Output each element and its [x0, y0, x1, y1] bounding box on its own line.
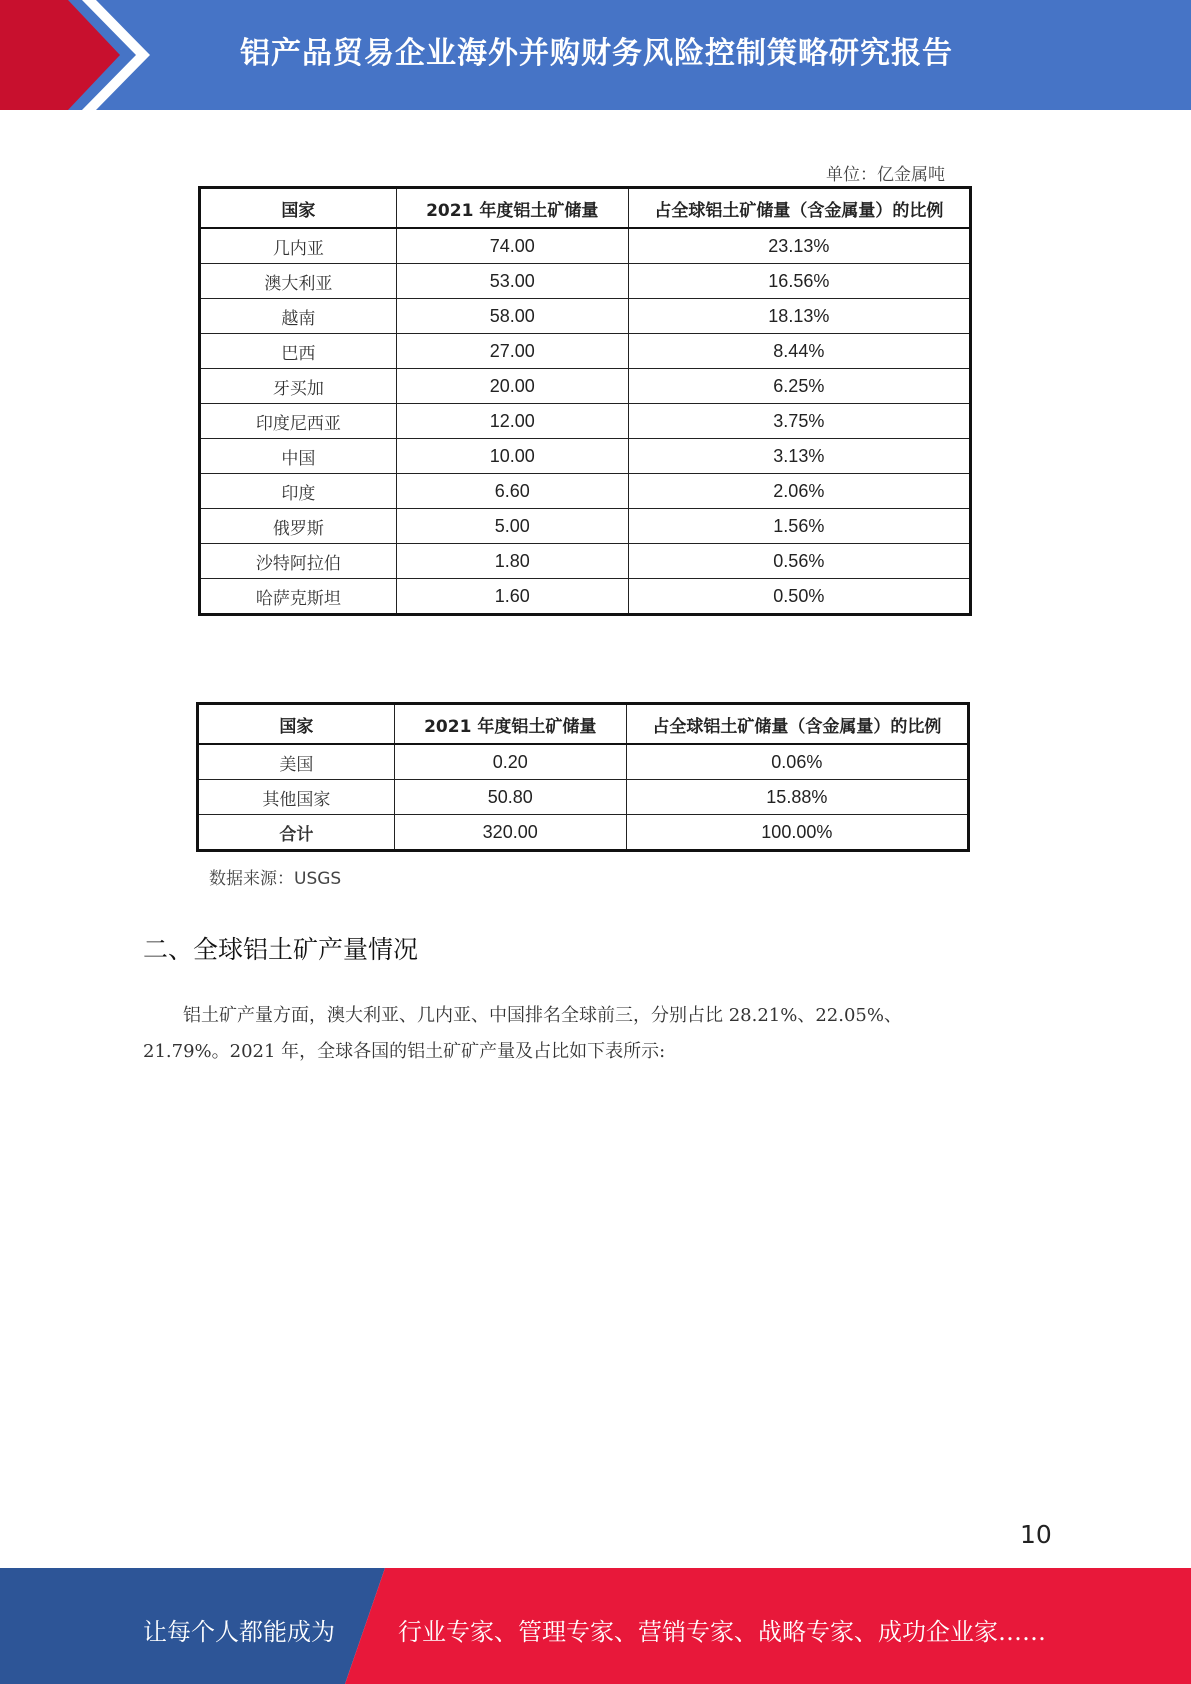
body-paragraph [143, 998, 1003, 1070]
header-band [0, 0, 1191, 110]
cell-share: 6.25% [628, 369, 970, 404]
table-row [198, 780, 969, 815]
table-row [200, 474, 971, 509]
cell-reserves: 5.00 [396, 509, 628, 544]
cell-reserves: 0.20 [394, 744, 626, 780]
paragraph-line-2: 21.79%。2021 年，全球各国的铝土矿矿产量及占比如下表所示: [143, 1041, 666, 1062]
unit-label: 单位：亿金属吨 [826, 165, 945, 185]
cell-share: 3.13% [628, 439, 970, 474]
cell-share: 100.00% [626, 815, 968, 851]
cell-country: 中国 [200, 439, 397, 474]
cell-reserves: 74.00 [396, 228, 628, 264]
cell-share: 23.13% [628, 228, 970, 264]
cell-share: 8.44% [628, 334, 970, 369]
table-header-row [200, 188, 971, 229]
cell-reserves: 50.80 [394, 780, 626, 815]
header-country: 国家 [198, 704, 395, 745]
cell-country: 其他国家 [198, 780, 395, 815]
footer-slogan-right: 行业专家、管理专家、营销专家、战略专家、成功企业家…… [398, 1618, 1046, 1646]
header-reserves: 2021 年度铝土矿储量 [394, 704, 626, 745]
cell-reserves: 20.00 [396, 369, 628, 404]
reserves-table-2 [196, 702, 970, 852]
cell-country: 合计 [198, 815, 395, 851]
table-row [200, 579, 971, 615]
cell-country: 牙买加 [200, 369, 397, 404]
cell-country: 哈萨克斯坦 [200, 579, 397, 615]
cell-share: 2.06% [628, 474, 970, 509]
table-row [198, 815, 969, 851]
header-arrow-decoration [0, 0, 160, 110]
cell-reserves: 10.00 [396, 439, 628, 474]
cell-country: 俄罗斯 [200, 509, 397, 544]
table-row [200, 509, 971, 544]
cell-share: 3.75% [628, 404, 970, 439]
cell-country: 沙特阿拉伯 [200, 544, 397, 579]
cell-country: 印度 [200, 474, 397, 509]
cell-country: 巴西 [200, 334, 397, 369]
cell-country: 越南 [200, 299, 397, 334]
cell-country: 美国 [198, 744, 395, 780]
header-reserves: 2021 年度铝土矿储量 [396, 188, 628, 229]
footer-band [0, 1568, 1191, 1684]
section-heading: 二、全球铝土矿产量情况 [143, 935, 419, 964]
header-country: 国家 [200, 188, 397, 229]
cell-country: 几内亚 [200, 228, 397, 264]
paragraph-line-1: 铝土矿产量方面，澳大利亚、几内亚、中国排名全球前三，分别占比 28.21%、22.05%、 [183, 1005, 902, 1026]
table-row [198, 744, 969, 780]
table-row [200, 439, 971, 474]
table-header-row [198, 704, 969, 745]
data-source: 数据来源：USGS [209, 869, 342, 889]
cell-country: 澳大利亚 [200, 264, 397, 299]
cell-share: 0.56% [628, 544, 970, 579]
cell-share: 15.88% [626, 780, 968, 815]
cell-reserves: 1.80 [396, 544, 628, 579]
footer-slogan-left: 让每个人都能成为 [143, 1618, 335, 1646]
cell-reserves: 27.00 [396, 334, 628, 369]
table-row [200, 228, 971, 264]
cell-reserves: 6.60 [396, 474, 628, 509]
cell-share: 1.56% [628, 509, 970, 544]
table-row [200, 334, 971, 369]
table-row [200, 299, 971, 334]
header-share: 占全球铝土矿储量（含金属量）的比例 [626, 704, 968, 745]
cell-share: 16.56% [628, 264, 970, 299]
cell-reserves: 320.00 [394, 815, 626, 851]
table-row [200, 544, 971, 579]
cell-share: 18.13% [628, 299, 970, 334]
cell-reserves: 1.60 [396, 579, 628, 615]
cell-reserves: 53.00 [396, 264, 628, 299]
reserves-table-1 [198, 186, 972, 616]
table-row [200, 404, 971, 439]
header-share: 占全球铝土矿储量（含金属量）的比例 [628, 188, 970, 229]
report-title: 铝产品贸易企业海外并购财务风险控制策略研究报告 [240, 36, 953, 71]
page-number: 10 [1020, 1520, 1052, 1549]
cell-country: 印度尼西亚 [200, 404, 397, 439]
cell-share: 0.06% [626, 744, 968, 780]
cell-share: 0.50% [628, 579, 970, 615]
cell-reserves: 58.00 [396, 299, 628, 334]
table-row [200, 369, 971, 404]
cell-reserves: 12.00 [396, 404, 628, 439]
table-row [200, 264, 971, 299]
